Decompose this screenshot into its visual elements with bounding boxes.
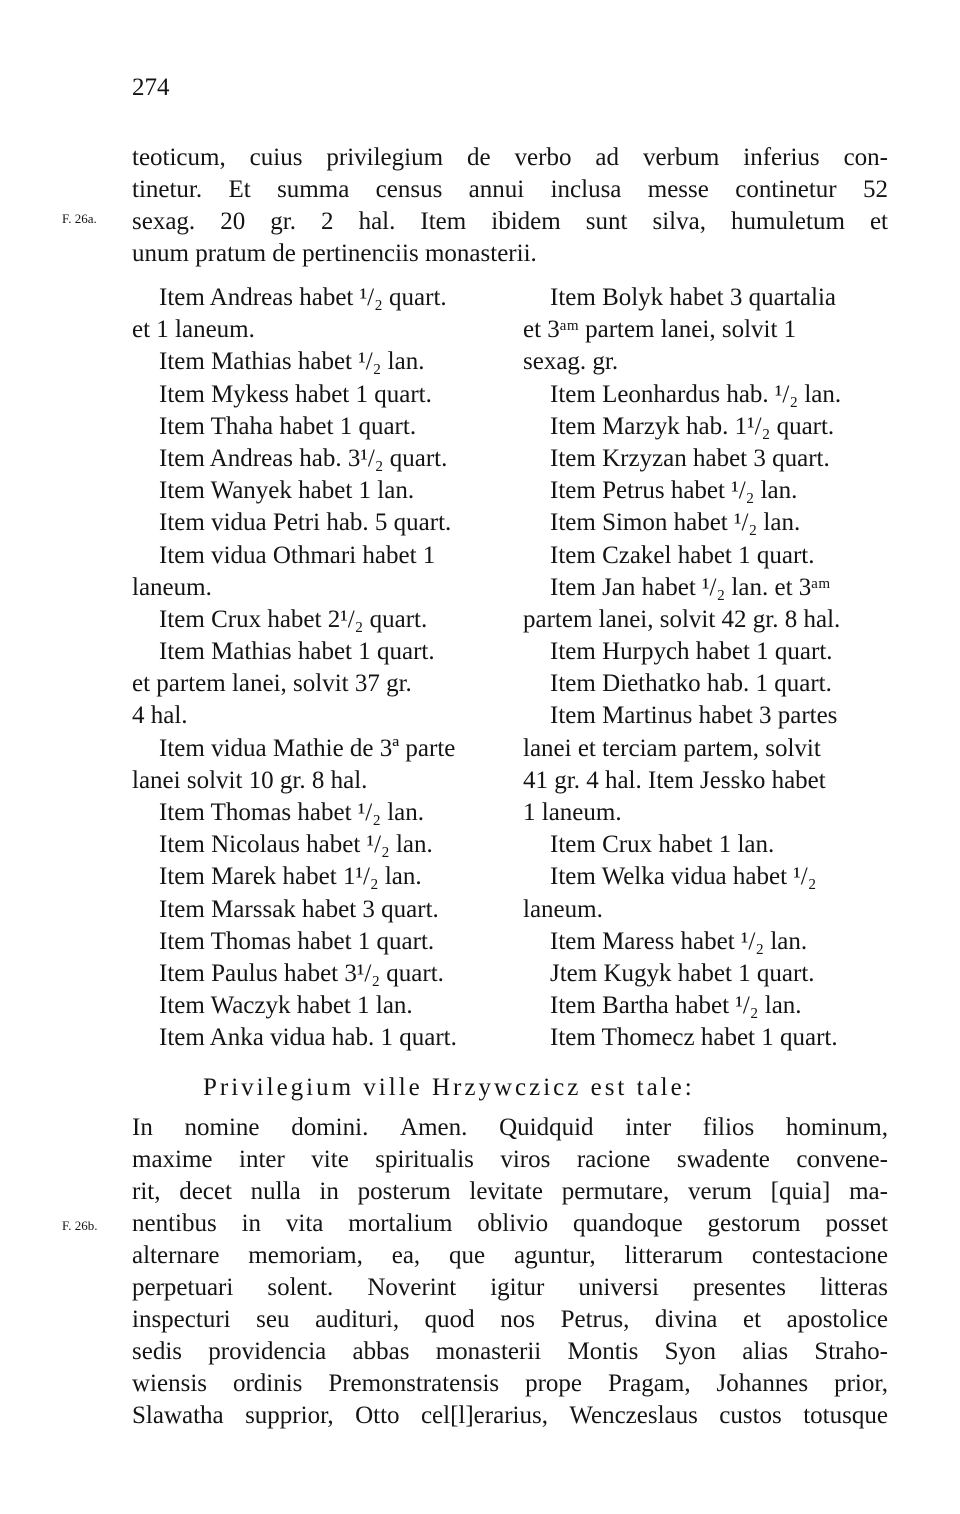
left-column-entry: Item Anka vidua hab. 1 quart.: [159, 1024, 457, 1052]
privilege-text-word: prior,: [834, 1370, 888, 1397]
privilege-text-word: sedis: [132, 1338, 182, 1365]
privilege-text-word: supprior,: [245, 1402, 334, 1429]
privilege-text-word: Noverint: [367, 1274, 457, 1301]
privilege-text-line: [132, 1208, 888, 1240]
privilege-text-line: [132, 1368, 888, 1400]
right-column-entry: Item Petrus habet ¹/₂ lan.: [550, 477, 798, 505]
privilege-text-word: swadente: [676, 1146, 770, 1173]
privilege-text-word: Quidquid: [499, 1114, 594, 1141]
privilege-text-word: posset: [825, 1210, 888, 1237]
privilege-text-word: apostolice: [786, 1306, 888, 1333]
right-column-entry: Item Bartha habet ¹/₂ lan.: [550, 992, 802, 1020]
top-paragraph-word: silva,: [652, 208, 706, 235]
right-column-entry: Item Czakel habet 1 quart.: [550, 541, 815, 569]
left-column-entry: Item Wanyek habet 1 lan.: [159, 477, 415, 505]
left-column-entries: [132, 282, 494, 1055]
left-column-entry: Item Waczyk habet 1 lan.: [159, 992, 413, 1020]
privilege-text: [132, 1112, 888, 1432]
privilege-text-word: In: [132, 1114, 153, 1141]
right-column-entry: Item Maress habet ¹/₂ lan.: [550, 927, 808, 955]
privilege-text-word: que: [449, 1242, 486, 1269]
top-paragraph-word: messe: [647, 176, 709, 203]
privilege-text-word: oblivio: [477, 1210, 549, 1237]
top-paragraph-word: 2: [321, 208, 334, 235]
privilege-text-word: decet: [179, 1178, 232, 1205]
right-column-entries: [523, 282, 885, 1055]
privilege-text-word: Johannes: [716, 1370, 809, 1397]
privilege-text-word: in: [319, 1178, 339, 1205]
left-column-entry: Item Andreas habet ¹/₂ quart.: [159, 284, 447, 311]
privilege-text-line: [132, 1176, 888, 1208]
privilege-text-word: ea,: [391, 1242, 421, 1269]
privilege-text-line: [132, 1144, 888, 1176]
top-paragraph-word: et: [869, 208, 888, 235]
left-column-entry: Item Nicolaus habet ¹/₂ lan.: [159, 831, 433, 859]
left-column-entry: Item Mathias habet 1 quart.: [159, 638, 435, 666]
privilege-text-word: wiensis: [132, 1370, 207, 1397]
right-column-entry: Item Jan habet ¹/₂ lan. et 3ᵃᵐ: [550, 573, 831, 601]
privilege-heading: Privilegium ville Hrzywczicz est tale:: [203, 1074, 695, 1101]
privilege-text-word: providencia: [208, 1338, 327, 1365]
left-column-entry: Item Paulus habet 3¹/₂ quart.: [159, 959, 444, 987]
privilege-text-word: inter: [239, 1146, 285, 1173]
top-paragraph-word: 52: [862, 176, 888, 203]
privilege-text-word: Syon: [664, 1338, 716, 1365]
privilege-text-word: seu: [256, 1306, 290, 1333]
privilege-text-word: inspecturi: [132, 1306, 231, 1333]
left-column-entry: Item Andreas hab. 3¹/₂ quart.: [159, 444, 448, 472]
privilege-text-word: convene-: [796, 1146, 888, 1173]
top-paragraph-word: verbum: [642, 144, 720, 171]
privilege-text-word: monasterii: [435, 1338, 542, 1365]
right-column-entry: Item Diethatko hab. 1 quart.: [550, 670, 832, 698]
left-column-entry: Item Mathias habet ¹/₂ lan.: [159, 348, 425, 376]
top-paragraph: [132, 142, 888, 270]
privilege-text-word: permutare,: [561, 1178, 670, 1205]
top-paragraph-word: tinetur.: [132, 176, 203, 203]
privilege-text-word: presentes: [692, 1274, 786, 1301]
top-paragraph-word: gr.: [270, 208, 296, 235]
right-column-entry: lanei et terciam partem, solvit: [523, 734, 821, 762]
privilege-text-word: cel[l]erarius,: [420, 1402, 548, 1429]
privilege-text-word: nentibus: [132, 1210, 217, 1237]
margin-note-f26a: F. 26a.: [62, 211, 97, 226]
privilege-text-word: aguntur,: [514, 1242, 596, 1269]
privilege-text-word: memoriam,: [248, 1242, 363, 1269]
privilege-text-line: [132, 1336, 888, 1368]
privilege-text-word: Straho-: [814, 1338, 888, 1365]
right-column-entry: 41 gr. 4 hal. Item Jessko habet: [523, 766, 826, 794]
privilege-text-word: abbas: [352, 1338, 410, 1365]
top-paragraph-word: Et: [228, 176, 251, 203]
top-paragraph-word: ad: [595, 144, 619, 171]
left-column-entry: et 1 laneum.: [132, 316, 255, 344]
privilege-text-word: Montis: [567, 1338, 639, 1365]
privilege-text-word: alternare: [132, 1242, 220, 1269]
privilege-text-word: [quia]: [770, 1178, 831, 1205]
privilege-text-word: alias: [742, 1338, 789, 1365]
right-column-entry: Item Thomecz habet 1 quart.: [550, 1024, 838, 1052]
right-column-entry: laneum.: [523, 895, 603, 923]
privilege-text-word: perpetuari: [132, 1274, 234, 1301]
privilege-text-word: levitate: [469, 1178, 543, 1205]
privilege-text-word: litterarum: [624, 1242, 724, 1269]
top-paragraph-line: [132, 142, 888, 174]
privilege-text-line: [132, 1304, 888, 1336]
privilege-text-word: Amen.: [400, 1114, 468, 1141]
margin-note-f26b: F. 26b.: [62, 1218, 98, 1233]
left-column-entry: Item Crux habet 2¹/₂ quart.: [159, 605, 428, 633]
privilege-text-word: nulla: [250, 1178, 301, 1205]
privilege-text-word: Otto: [355, 1402, 400, 1429]
privilege-text-word: inter: [625, 1114, 672, 1141]
privilege-text-word: ma-: [849, 1178, 888, 1205]
privilege-text-word: vite: [311, 1146, 349, 1173]
left-column-entry: Item Marek habet 1¹/₂ lan.: [159, 863, 422, 891]
privilege-text-word: et: [742, 1306, 762, 1333]
privilege-text-word: prope: [525, 1370, 583, 1397]
top-paragraph-word: teoticum,: [132, 144, 226, 171]
top-paragraph-word: Item: [420, 208, 467, 235]
top-paragraph-word: de: [466, 144, 491, 171]
top-paragraph-word: con-: [843, 144, 888, 171]
privilege-text-word: divina: [654, 1306, 718, 1333]
privilege-text-word: racione: [576, 1146, 651, 1173]
privilege-text-word: Pragam,: [607, 1370, 691, 1397]
top-paragraph-word: 20: [220, 208, 246, 235]
right-column-entry: Item Bolyk habet 3 quartalia: [550, 284, 837, 311]
right-column-entry: et 3ᵃᵐ partem lanei, solvit 1: [523, 316, 797, 344]
left-column-entry: Item vidua Petri hab. 5 quart.: [159, 509, 452, 537]
top-paragraph-word: census: [375, 176, 443, 203]
privilege-text-word: universi: [578, 1274, 659, 1301]
privilege-text-word: Wenczeslaus: [569, 1402, 698, 1429]
top-paragraph-word: cuius: [249, 144, 303, 171]
privilege-text-word: vita: [285, 1210, 324, 1237]
privilege-text-word: verum: [688, 1178, 752, 1205]
privilege-text-word: quandoque: [572, 1210, 683, 1237]
left-column-entry: Item vidua Othmari habet 1: [159, 541, 436, 569]
top-paragraph-word: privilegium: [326, 144, 444, 171]
privilege-text-word: filios: [702, 1114, 755, 1141]
privilege-text-line: [132, 1400, 888, 1432]
right-column-entry: Item Hurpych habet 1 quart.: [550, 638, 833, 666]
top-paragraph-word: hal.: [358, 208, 396, 235]
privilege-text-word: nos: [500, 1306, 535, 1333]
left-column-entry: Item Thomas habet ¹/₂ lan.: [159, 799, 424, 826]
privilege-text-word: audituri,: [315, 1306, 400, 1333]
privilege-text-word: mortalium: [348, 1210, 453, 1237]
privilege-text-word: maxime: [132, 1146, 213, 1173]
left-column-entry: laneum.: [132, 573, 212, 601]
top-paragraph-word: inferius: [743, 144, 820, 171]
privilege-text-line: [132, 1272, 888, 1304]
privilege-text-word: spiritualis: [375, 1146, 474, 1173]
privilege-text-word: posterum: [357, 1178, 451, 1205]
privilege-text-word: igitur: [490, 1274, 545, 1301]
privilege-text-line: [132, 1112, 888, 1144]
privilege-text-line: [132, 1240, 888, 1272]
top-paragraph-word: sexag.: [132, 208, 196, 235]
privilege-text-word: ordinis: [232, 1370, 303, 1397]
right-column-entry: Item Leonhardus hab. ¹/₂ lan.: [550, 380, 842, 408]
privilege-text-word: nomine: [184, 1114, 260, 1141]
privilege-text-word: hominum,: [785, 1114, 888, 1141]
privilege-text-word: contestacione: [751, 1242, 888, 1269]
left-column-entry: Item Marssak habet 3 quart.: [159, 895, 439, 923]
top-paragraph-word: sunt: [585, 208, 628, 235]
privilege-text-word: solent.: [267, 1274, 334, 1301]
left-column-entry: Item Thaha habet 1 quart.: [159, 412, 417, 440]
top-paragraph-word: annui: [468, 176, 525, 203]
privilege-text-word: totusque: [803, 1402, 888, 1429]
right-column-entry: Item Welka vidua habet ¹/₂: [550, 863, 817, 891]
left-column-entry: 4 hal.: [132, 702, 188, 730]
left-column-entry: et partem lanei, solvit 37 gr.: [132, 670, 412, 698]
top-paragraph-word: inclusa: [550, 176, 622, 203]
top-paragraph-line: unum pratum de pertinenciis monasterii.: [132, 240, 537, 267]
top-paragraph-line: [132, 174, 888, 206]
top-paragraph-word: humuletum: [731, 208, 845, 235]
privilege-text-word: Premonstratensis: [328, 1370, 500, 1397]
privilege-text-word: in: [241, 1210, 262, 1237]
privilege-text-word: Petrus,: [560, 1306, 630, 1333]
privilege-text-word: viros: [500, 1146, 551, 1173]
left-column-entry: lanei solvit 10 gr. 8 hal.: [132, 766, 368, 794]
left-column-entry: Item vidua Mathie de 3ª parte: [159, 734, 456, 762]
page-number: 274: [132, 74, 170, 101]
top-paragraph-word: ibidem: [491, 208, 561, 235]
privilege-text-word: litteras: [819, 1274, 888, 1301]
right-column-entry: Item Martinus habet 3 partes: [550, 702, 838, 730]
privilege-text-word: gestorum: [707, 1210, 801, 1237]
top-paragraph-line: [132, 206, 888, 238]
right-column-entry: partem lanei, solvit 42 gr. 8 hal.: [523, 605, 841, 633]
right-column-entry: Item Crux habet 1 lan.: [550, 831, 775, 859]
privilege-text-word: quod: [424, 1306, 475, 1333]
right-column-entry: sexag. gr.: [523, 348, 619, 376]
privilege-text-word: Slawatha: [132, 1402, 224, 1429]
privilege-text-word: rit,: [132, 1178, 161, 1205]
right-column-entry: Jtem Kugyk habet 1 quart.: [550, 959, 815, 987]
left-column-entry: Item Thomas habet 1 quart.: [159, 927, 435, 955]
top-paragraph-word: continetur: [735, 176, 837, 203]
top-paragraph-word: summa: [277, 176, 350, 203]
right-column-entry: Item Marzyk hab. 1¹/₂ quart.: [550, 412, 835, 440]
right-column-entry: Item Krzyzan habet 3 quart.: [550, 444, 830, 472]
top-paragraph-word: verbo: [514, 144, 572, 171]
privilege-text-word: custos: [719, 1402, 782, 1429]
right-column-entry: Item Simon habet ¹/₂ lan.: [550, 509, 801, 537]
privilege-text-word: domini.: [291, 1114, 369, 1141]
left-column-entry: Item Mykess habet 1 quart.: [159, 380, 432, 408]
right-column-entry: 1 laneum.: [523, 799, 622, 826]
